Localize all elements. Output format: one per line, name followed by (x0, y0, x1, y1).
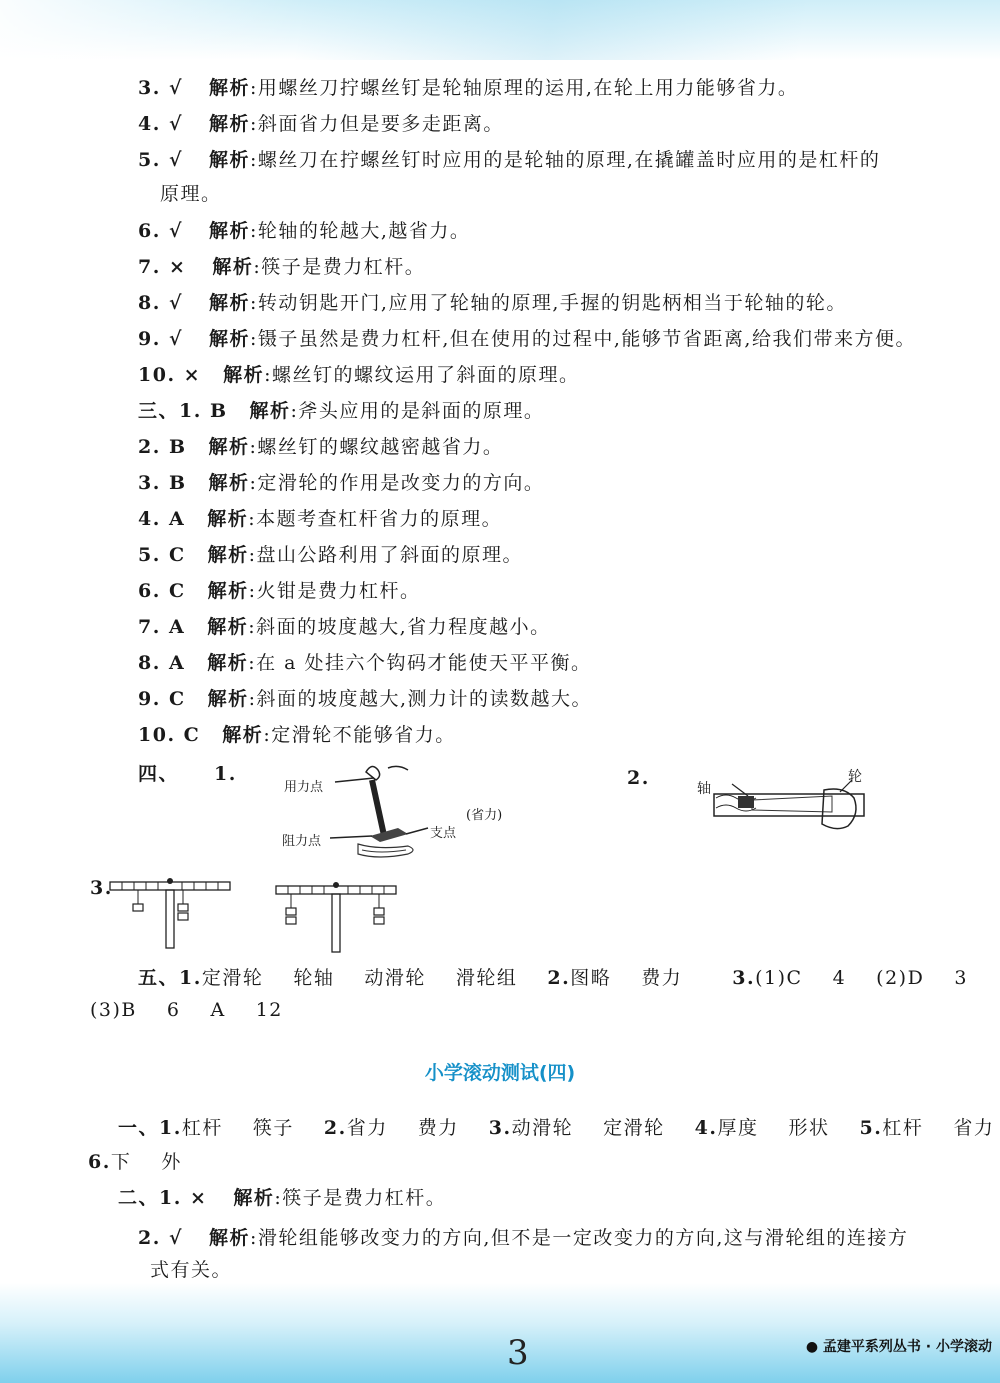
answer-text: (2)D (876, 967, 925, 989)
fulcrum-label: 支点 (430, 826, 457, 841)
lever-note: (省力) (466, 808, 503, 823)
answer-number: 5. √ (138, 149, 183, 171)
section4-heading: 四、 (138, 763, 180, 785)
analysis-text: :本题考查杠杆省力的原理。 (248, 508, 503, 530)
answer-text: 省力 (953, 1117, 995, 1139)
section4-q3-number: 3. (90, 877, 113, 899)
analysis-label: 解析 (208, 328, 250, 350)
analysis-label: 解析 (207, 580, 249, 602)
answer-line (138, 685, 592, 713)
analysis-label: 解析 (208, 1227, 250, 1249)
analysis-label: 解析 (208, 220, 250, 242)
answer-number: 6. C (138, 580, 186, 602)
answer-number: 3. B (138, 472, 187, 494)
answer-text: 厚度 (717, 1117, 759, 1139)
left-weight (286, 917, 296, 924)
analysis-text: :螺丝刀在拧螺丝钉时应用的是轮轴的原理,在撬罐盖时应用的是杠杆的 (249, 149, 881, 171)
right-weight (178, 904, 188, 911)
fill-answers-line (88, 1148, 182, 1176)
answer-number: 10. C (138, 724, 201, 746)
question-number: 2. (547, 967, 571, 989)
fill-answers-line (118, 1114, 994, 1142)
balance-scale-left (108, 876, 232, 950)
answer-text: 6 (166, 999, 181, 1021)
answer-number: 8. √ (138, 292, 183, 314)
analysis-text: :斜面省力但是要多走距离。 (249, 113, 504, 135)
left-weight (133, 904, 143, 911)
answer-number: 7. × (138, 256, 187, 278)
analysis-label: 解析 (208, 292, 250, 314)
answer-number: 2. √ (138, 1227, 183, 1249)
analysis-text: :滑轮组能够改变力的方向,但不是一定改变力的方向,这与滑轮组的连接方 (249, 1227, 909, 1249)
answer-text: 3 (954, 967, 968, 989)
answer-line (138, 469, 544, 497)
answer-text: 动滑轮 (511, 1117, 574, 1139)
answer-number: 3. √ (138, 77, 183, 99)
question-number: 一、1. (118, 1117, 182, 1139)
resistance-pointer-line (330, 836, 372, 838)
answer-text: (1)C (755, 967, 803, 989)
fill-answers-line (138, 964, 968, 992)
section4-q2-number: 2. (627, 767, 650, 789)
top-decoration-band (0, 0, 1000, 60)
hammer-head (370, 828, 408, 842)
answer-line (138, 613, 551, 641)
hammer-lever-figure (330, 760, 440, 865)
page-number: 3 (507, 1333, 529, 1373)
question-number: 2. (323, 1117, 347, 1139)
answer-number: 8. A (138, 652, 186, 674)
analysis-text: :斧头应用的是斜面的原理。 (290, 400, 545, 422)
analysis-text: :斜面的坡度越大,测力计的读数越大。 (248, 688, 593, 710)
question-number: 6. (88, 1151, 111, 1173)
answer-line (138, 577, 421, 605)
question-number: 3. (488, 1117, 512, 1139)
answer-line (138, 721, 456, 749)
answer-text: A (210, 999, 226, 1021)
analysis-label: 解析 (208, 436, 250, 458)
answer-line (138, 541, 523, 569)
analysis-text: :斜面的坡度越大,省力程度越小。 (248, 616, 551, 638)
analysis-text: :螺丝钉的螺纹运用了斜面的原理。 (264, 364, 580, 386)
analysis-text: :螺丝钉的螺纹越密越省力。 (249, 436, 504, 458)
answer-line (138, 289, 847, 317)
wrench-body (714, 794, 864, 816)
series-brand: ● 孟建平系列丛书 · 小学滚动 (805, 1339, 992, 1355)
analysis-text: :盘山公路利用了斜面的原理。 (248, 544, 523, 566)
right-weight (374, 908, 384, 915)
fill-answers-line (90, 996, 283, 1024)
analysis-text: :用螺丝刀拧螺丝钉是轮轴原理的运用,在轮上用力能够省力。 (249, 77, 799, 99)
answer-number: 三、1. B (138, 400, 228, 422)
pivot-dot (333, 882, 339, 888)
answer-continuation: 式有关。 (150, 1259, 233, 1281)
analysis-text: :在 a 处挂六个钩码才能使天平平衡。 (248, 652, 592, 674)
pivot-dot (167, 878, 173, 884)
right-weight (178, 913, 188, 920)
answer-text: 4 (832, 967, 847, 989)
analysis-text: :定滑轮不能够省力。 (263, 724, 456, 746)
resistance-point-label: 阻力点 (282, 834, 322, 849)
balance-stand (332, 894, 340, 952)
axle-label: 轴 (697, 781, 711, 797)
answer-line (138, 433, 503, 461)
analysis-text: :筷子是费力杠杆。 (274, 1187, 447, 1209)
answer-text: 滑轮组 (455, 967, 518, 989)
question-number: 5. (859, 1117, 883, 1139)
analysis-label: 解析 (208, 113, 250, 135)
answer-number: 7. A (138, 616, 186, 638)
answer-text: 动滑轮 (364, 967, 426, 989)
answer-line (138, 325, 916, 353)
effort-pointer-line (335, 778, 374, 782)
answer-text: 杠杆 (181, 1117, 223, 1139)
balance-stand (166, 890, 174, 948)
fulcrum-pointer-line (406, 828, 428, 834)
analysis-label: 解析 (208, 77, 250, 99)
analysis-label: 解析 (233, 1187, 275, 1209)
answer-number: 9. C (138, 688, 186, 710)
analysis-text: :筷子是费力杠杆。 (253, 256, 426, 278)
answer-text: 轮轴 (293, 967, 335, 989)
answer-number: 2. B (138, 436, 187, 458)
answer-number: 10. × (138, 364, 202, 386)
wheel-label: 轮 (848, 769, 862, 785)
answer-text: 杠杆 (882, 1117, 924, 1139)
answer-number: 4. A (138, 508, 186, 530)
question-number: 3. (732, 967, 756, 989)
analysis-label: 解析 (207, 508, 249, 530)
answer-text: 省力 (346, 1117, 388, 1139)
hand-grip-icon (822, 789, 856, 829)
analysis-text: :轮轴的轮越大,越省力。 (249, 220, 471, 242)
answer-line (138, 505, 502, 533)
answer-line (138, 1224, 908, 1252)
analysis-label: 解析 (207, 688, 249, 710)
question-number: 五、1. (138, 967, 202, 989)
analysis-label: 解析 (212, 256, 254, 278)
balance-scale-right (274, 880, 398, 954)
answer-line (138, 361, 580, 389)
answer-text: 筷子 (252, 1117, 294, 1139)
analysis-label: 解析 (249, 400, 291, 422)
answer-text: 图略 (570, 967, 612, 989)
effort-point-label: 用力点 (284, 780, 324, 795)
answer-line (138, 74, 798, 102)
section4-q1-number: 1. (214, 763, 237, 785)
right-weight (374, 917, 384, 924)
answer-line (138, 649, 592, 677)
analysis-label: 解析 (208, 149, 250, 171)
analysis-label: 解析 (208, 472, 250, 494)
answer-number: 9. √ (138, 328, 183, 350)
left-weight (286, 908, 296, 915)
answer-text: 定滑轮 (201, 967, 264, 989)
answer-continuation: 原理。 (160, 183, 222, 205)
analysis-text: :定滑轮的作用是改变力的方向。 (249, 472, 545, 494)
answer-text: 费力 (641, 967, 683, 989)
answer-number: 6. √ (138, 220, 183, 242)
answer-text: 下 (110, 1151, 132, 1173)
test-title: 小学滚动测试(四) (424, 1062, 576, 1084)
analysis-label: 解析 (223, 364, 265, 386)
bottom-decoration-band (0, 1283, 1000, 1383)
wrench-handle-lines (752, 796, 832, 812)
answer-text: 12 (255, 999, 283, 1021)
analysis-label: 解析 (207, 616, 249, 638)
answer-line (138, 397, 544, 425)
wrench-wheel-axle-figure (712, 778, 872, 838)
question-number: 4. (694, 1117, 718, 1139)
hammer-handle (372, 780, 385, 840)
answer-line (138, 110, 504, 138)
answer-number: 5. C (138, 544, 186, 566)
answer-line (118, 1184, 446, 1212)
answer-number: 4. √ (138, 113, 183, 135)
answer-text: 定滑轮 (603, 1117, 665, 1139)
answer-line (138, 217, 470, 245)
answer-text: 外 (161, 1151, 182, 1173)
answer-line (138, 146, 880, 174)
motion-arrow (388, 766, 408, 770)
answer-number: 二、1. × (118, 1187, 208, 1209)
answer-text: 形状 (788, 1117, 830, 1139)
answer-text: (3)B (90, 999, 137, 1021)
answer-line (138, 253, 425, 281)
analysis-text: :火钳是费力杠杆。 (248, 580, 421, 602)
analysis-label: 解析 (222, 724, 264, 746)
analysis-label: 解析 (207, 652, 249, 674)
analysis-text: :镊子虽然是费力杠杆,但在使用的过程中,能够节省距离,给我们带来方便。 (249, 328, 916, 350)
analysis-label: 解析 (207, 544, 249, 566)
analysis-text: :转动钥匙开门,应用了轮轴的原理,手握的钥匙柄相当于轮轴的轮。 (249, 292, 847, 314)
wood-grain (362, 850, 406, 852)
answer-text: 费力 (417, 1117, 459, 1139)
